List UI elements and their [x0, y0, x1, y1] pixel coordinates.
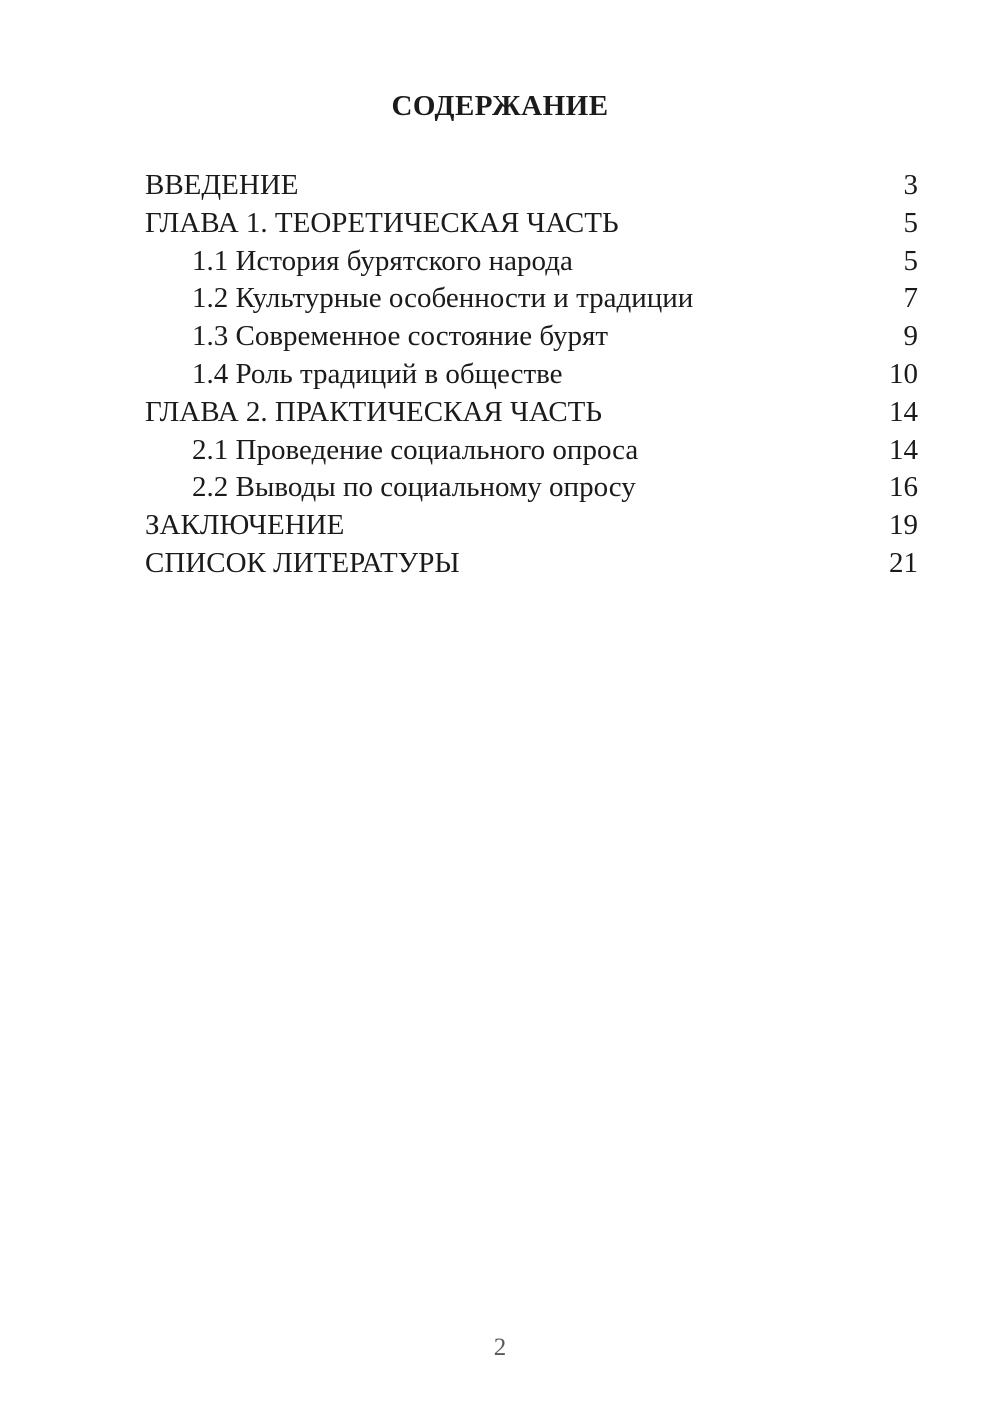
toc-entry-label: 1.4 Роль традиций в обществе: [192, 357, 563, 390]
toc-entry-page-number: 9: [903, 320, 918, 353]
toc-entry-label: 2.1 Проведение социального опроса: [192, 433, 639, 466]
toc-entry: [145, 432, 918, 470]
toc-entry: [145, 394, 918, 432]
toc-entry-page-number: 19: [889, 509, 918, 542]
toc-entry: [145, 507, 918, 545]
toc-entry-page-number: 16: [889, 471, 918, 504]
toc-entry-label: СПИСОК ЛИТЕРАТУРЫ: [145, 546, 460, 579]
toc-entry-label: ГЛАВА 2. ПРАКТИЧЕСКАЯ ЧАСТЬ: [145, 395, 603, 428]
toc-entry-page-number: 21: [889, 546, 918, 579]
table-of-contents: [145, 167, 918, 583]
toc-entry-page-number: 10: [889, 357, 918, 390]
toc-entry-page-number: 14: [889, 395, 918, 428]
toc-entry-label: ВВЕДЕНИЕ: [145, 169, 299, 201]
toc-entry: [145, 545, 918, 583]
toc-entry-label: 1.3 Современное состояние бурят: [192, 320, 609, 353]
toc-entry: [145, 469, 918, 507]
toc-entry-label: 1.1 История бурятского народа: [192, 244, 573, 277]
toc-entry: [145, 205, 918, 243]
page-title: СОДЕРЖАНИЕ: [391, 90, 609, 122]
toc-entry-page-number: 5: [903, 244, 918, 277]
footer-page-number: 2: [493, 1334, 507, 1361]
toc-entry-label: 1.2 Культурные особенности и традиции: [192, 282, 694, 315]
toc-entry-label: ЗАКЛЮЧЕНИЕ: [145, 509, 345, 542]
toc-entry: [145, 243, 918, 281]
toc-entry-page-number: 14: [889, 433, 918, 466]
toc-entry: [145, 318, 918, 356]
toc-entry-label: 2.2 Выводы по социальному опросу: [192, 471, 636, 504]
toc-entry: [145, 356, 918, 394]
toc-entry-page-number: 7: [903, 282, 918, 315]
toc-entry-page-number: 5: [903, 206, 918, 239]
toc-entry: [145, 167, 918, 205]
toc-entry: [145, 280, 918, 318]
toc-entry-label: ГЛАВА 1. ТЕОРЕТИЧЕСКАЯ ЧАСТЬ: [145, 206, 619, 239]
toc-entry-page-number: 3: [903, 169, 918, 201]
